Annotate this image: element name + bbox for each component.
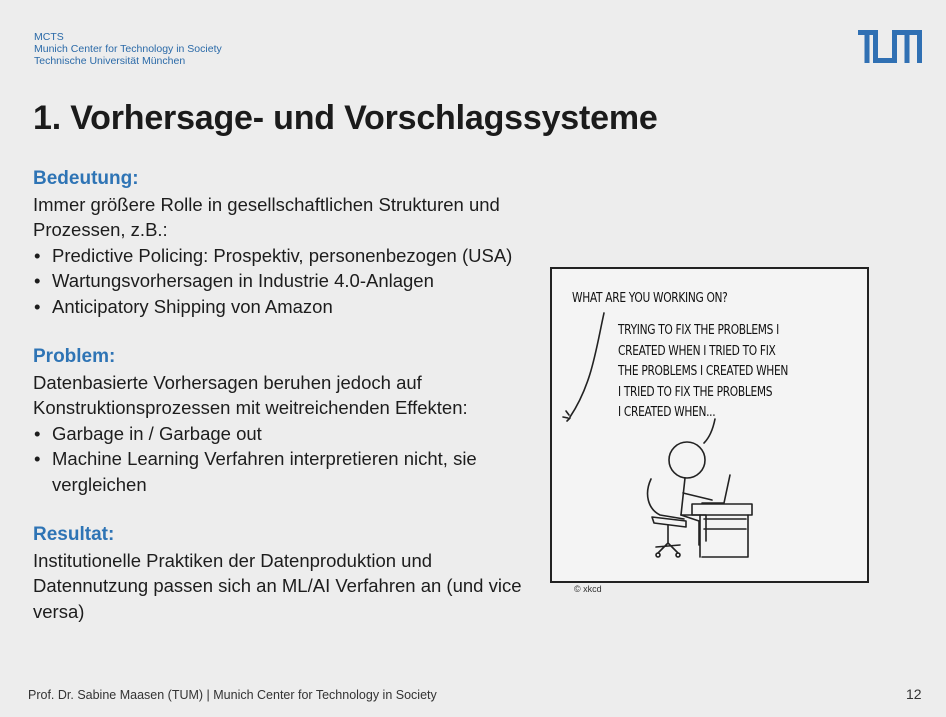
section-text: Institutionelle Praktiken der Datenproduktion und Datennutzung passen sich an ML/AI Verfahren an (und vice versa) <box>33 549 522 622</box>
comic-answer <box>618 321 788 424</box>
tum-logo <box>858 30 922 66</box>
page-number: 12 <box>906 686 922 702</box>
chair-wheel <box>676 553 680 557</box>
section-heading: Bedeutung: <box>33 168 139 189</box>
chair-wheel <box>656 553 660 557</box>
bullet-item: • Machine Learning Verfahren interpretieren nicht, sie vergleichen <box>33 446 533 497</box>
stick-figure-head <box>669 442 705 478</box>
footer-author: Prof. Dr. Sabine Maasen (TUM) | Munich Center for Technology in Society <box>28 688 437 702</box>
comic-answer-line: THE PROBLEMS I CREATED WHEN <box>618 364 789 379</box>
header-organization <box>34 31 222 67</box>
section-resultat <box>33 522 533 624</box>
stick-figure-arm <box>683 493 712 500</box>
comic-credit: © xkcd <box>574 584 602 594</box>
bullet-item: • Wartungsvorhersagen in Industrie 4.0-Anlagen <box>33 268 533 294</box>
org-line-acronym: MCTS <box>34 31 64 43</box>
desk-body <box>700 515 748 557</box>
section-heading: Resultat: <box>33 524 115 545</box>
section-text: Datenbasierte Vorhersagen beruhen jedoch auf Konstruktionsprozessen mit weitreichenden Effekten: <box>33 371 468 418</box>
bullet-item: • Anticipatory Shipping von Amazon <box>33 294 533 320</box>
slide-title: 1. Vorhersage- und Vorschlagssysteme <box>33 99 658 137</box>
section-problem <box>33 344 533 497</box>
bullet-list <box>33 421 533 498</box>
desk-drawer <box>704 519 746 529</box>
chair-base <box>656 525 680 553</box>
slide-content <box>33 166 533 649</box>
org-line-center: Munich Center for Technology in Society <box>34 43 222 55</box>
stick-figure-body <box>681 478 685 515</box>
comic-answer-line: CREATED WHEN I TRIED TO FIX <box>618 343 776 359</box>
bullet-item: • Garbage in / Garbage out <box>33 421 533 447</box>
comic-answer-line: I TRIED TO FIX THE PROBLEMS <box>618 384 773 400</box>
section-bedeutung <box>33 166 533 319</box>
question-speech-tail <box>570 313 604 417</box>
comic-question: WHAT ARE YOU WORKING ON? <box>572 291 728 306</box>
section-text: Immer größere Rolle in gesellschaftlichen Strukturen und Prozessen, z.B.: <box>33 193 500 240</box>
xkcd-comic <box>550 267 869 583</box>
desk-top <box>692 504 752 515</box>
comic-answer-line: TRYING TO FIX THE PROBLEMS I <box>618 323 779 338</box>
comic-drawing <box>552 269 867 581</box>
question-speech-marks <box>563 411 570 421</box>
chair-back <box>648 479 684 519</box>
comic-answer-line: I CREATED WHEN... <box>618 405 716 420</box>
bullet-list <box>33 243 533 320</box>
section-heading: Problem: <box>33 346 116 367</box>
org-line-university: Technische Universität München <box>34 55 186 67</box>
bullet-item: • Predictive Policing: Prospektiv, personenbezogen (USA) <box>33 243 533 269</box>
